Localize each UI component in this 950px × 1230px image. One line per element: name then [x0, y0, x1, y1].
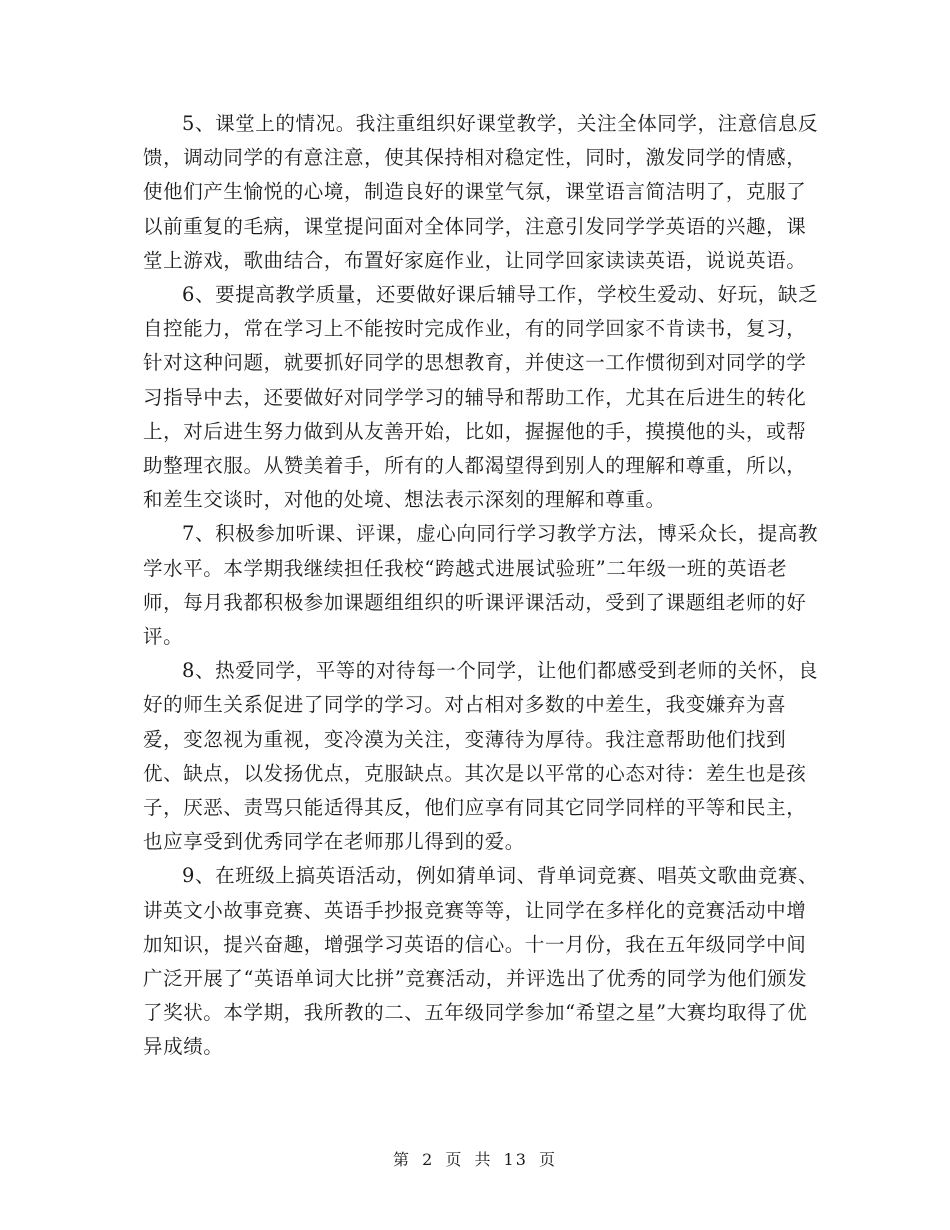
paragraph-9: 9、在班级上搞英语活动，例如猜单词、背单词竞赛、唱英文歌曲竞赛、讲英文小故事竞赛、英语手抄报竞赛等等，让同学在多样化的竞赛活动中增加知识，提兴奋趣，增强学习英语的信心。十一月份，我在五年级同学中间广泛开展了“英语单词大比拼”竞赛活动，并评选出了优秀的同学为他们颁发了奖状。本学期，我所教的二、五年级同学参加“希望之星”大赛均取得了优异成绩。: [143, 864, 819, 1059]
body-text: [143, 107, 823, 1065]
paragraph-5: 5、课堂上的情况。我注重组织好课堂教学，关注全体同学，注意信息反馈，调动同学的有意注意，使其保持相对稳定性，同时，激发同学的情感，使他们产生愉悦的心境，制造良好的课堂气氛，课堂语言简洁明了，克服了以前重复的毛病，课堂提问面对全体同学，注意引发同学学英语的兴趣，课堂上游戏，歌曲结合，布置好家庭作业，让同学回家读读英语，说说英语。: [143, 112, 819, 272]
paragraph-8: 8、热爱同学，平等的对待每一个同学，让他们都感受到老师的关怀，良好的师生关系促进了同学的学习。对占相对多数的中差生，我变嫌弃为喜爱，变忽视为重视，变冷漠为关注，变薄待为厚待。我注意帮助他们找到优、缺点，以发扬优点，克服缺点。其次是以平常的心态对待：差生也是孩子，厌恶、责骂只能适得其反，他们应享有同其它同学同样的平等和民主，也应享受到优秀同学在老师那儿得到的爱。: [143, 659, 819, 854]
page-number-footer: 第 2 页 共 13 页: [393, 1150, 557, 1169]
paragraph-6: 6、要提高教学质量，还要做好课后辅导工作，学校生爱动、好玩，缺乏自控能力，常在学习上不能按时完成作业，有的同学回家不肯读书，复习，针对这种问题，就要抓好同学的思想教育，并使这一工作惯彻到对同学的学习指导中去，还要做好对同学学习的辅导和帮助工作，尤其在后进生的转化上，对后进生努力做到从友善开始，比如，握握他的手，摸摸他的头，或帮助整理衣服。从赞美着手，所有的人都渴望得到别人的理解和尊重，所以，和差生交谈时，对他的处境、想法表示深刻的理解和尊重。: [143, 283, 819, 512]
paragraph-7: 7、积极参加听课、评课，虚心向同行学习教学方法，博采众长，提高教学水平。本学期我继续担任我校“跨越式进展试验班”二年级一班的英语老师，每月我都积极参加课题组组织的听课评课活动，受到了课题组老师的好评。: [143, 522, 819, 649]
